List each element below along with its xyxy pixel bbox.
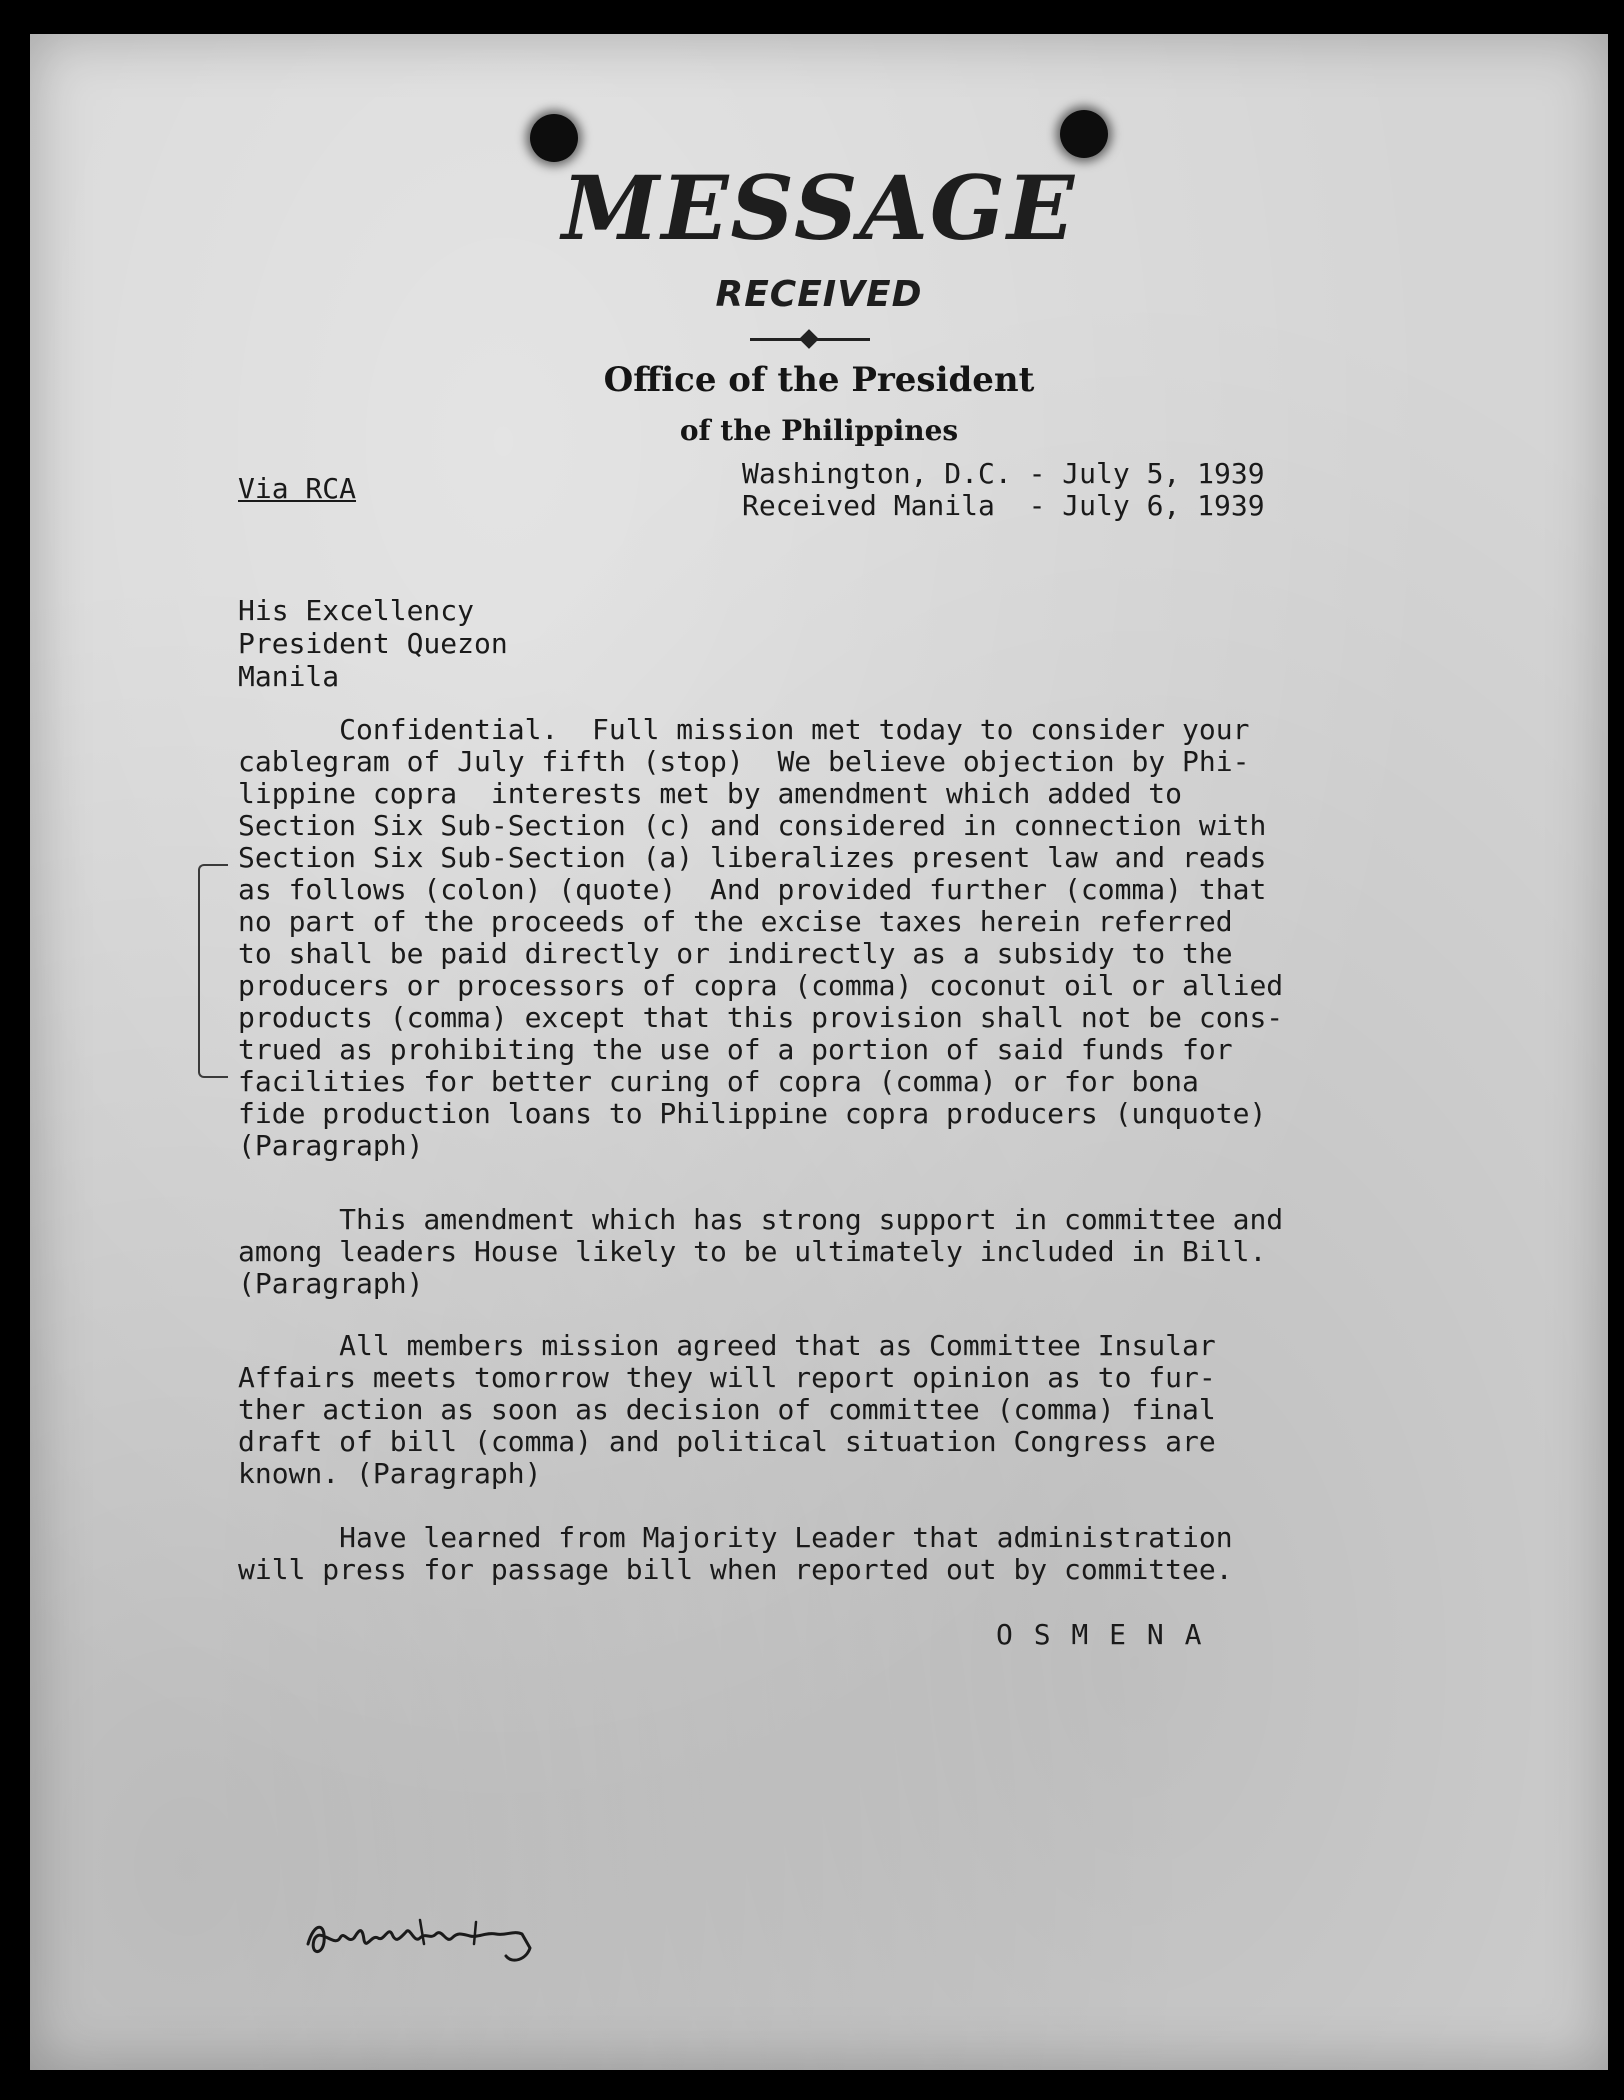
body-line: ther action as soon as decision of committee (comma) final (238, 1393, 1216, 1426)
body-line: Have learned from Majority Leader that administration (238, 1521, 1233, 1554)
dateline (742, 458, 1265, 522)
sender-signoff: O S M E N A (996, 1618, 1204, 1651)
body-paragraph-2 (238, 1204, 1488, 1300)
body-line: This amendment which has strong support in committee and (238, 1203, 1284, 1236)
letterhead-office: Office of the President (603, 360, 1035, 400)
body-paragraph-3 (238, 1330, 1488, 1490)
body-line: will press for passage bill when reported out by committee. (238, 1553, 1233, 1586)
body-line: no part of the proceeds of the excise taxes herein referred (238, 905, 1233, 938)
letterhead-rule-ornament (799, 329, 819, 349)
address-line: His Excellency (238, 594, 475, 627)
body-paragraph-4 (238, 1522, 1488, 1586)
received-date: Received Manila - July 6, 1939 (742, 489, 1265, 522)
body-line: as follows (colon) (quote) And provided further (comma) that (238, 873, 1267, 906)
body-line: known. (Paragraph) (238, 1457, 542, 1490)
body-line: Affairs meets tomorrow they will report opinion as to fur- (238, 1361, 1216, 1394)
body-line: products (comma) except that this provision shall not be cons- (238, 1001, 1284, 1034)
letterhead-title: MESSAGE (561, 156, 1077, 260)
address-line: President Quezon (238, 627, 508, 660)
body-line: among leaders House likely to be ultimately included in Bill. (238, 1235, 1267, 1268)
address-line: Manila (238, 660, 340, 693)
punch-hole-right (1060, 110, 1108, 158)
sent-date: Washington, D.C. - July 5, 1939 (742, 457, 1265, 490)
letterhead-subtitle: RECEIVED (715, 274, 923, 315)
body-line: fide production loans to Philippine copra producers (unquote) (238, 1097, 1267, 1130)
body-line: All members mission agreed that as Committee Insular (238, 1329, 1216, 1362)
body-paragraph-1 (238, 714, 1488, 1162)
body-line: cablegram of July fifth (stop) We believe objection by Phi- (238, 745, 1250, 778)
punch-hole-left (530, 114, 578, 162)
body-line: Section Six Sub-Section (a) liberalizes present law and reads (238, 841, 1267, 874)
recipient-address (238, 594, 508, 693)
handwritten-signature-icon (300, 1904, 600, 1974)
body-line: producers or processors of copra (comma) coconut oil or allied (238, 969, 1284, 1002)
body-line: Section Six Sub-Section (c) and considered in connection with (238, 809, 1267, 842)
body-line: Confidential. Full mission met today to consider your (238, 713, 1250, 746)
body-line: draft of bill (comma) and political situation Congress are (238, 1425, 1216, 1458)
body-line: (Paragraph) (238, 1129, 424, 1162)
margin-bracket (198, 864, 228, 1078)
body-line: lippine copra interests met by amendment which added to (238, 777, 1183, 810)
body-line: facilities for better curing of copra (comma) or for bona (238, 1065, 1199, 1098)
handwritten-initials (300, 1904, 600, 1979)
body-line: trued as prohibiting the use of a portion of said funds for (238, 1033, 1233, 1066)
via-line: Via RCA (238, 472, 357, 505)
letterhead-office-country: of the Philippines (679, 414, 959, 447)
body-line: to shall be paid directly or indirectly as a subsidy to the (238, 937, 1233, 970)
document-sheet (30, 34, 1608, 2070)
body-line: (Paragraph) (238, 1267, 424, 1300)
